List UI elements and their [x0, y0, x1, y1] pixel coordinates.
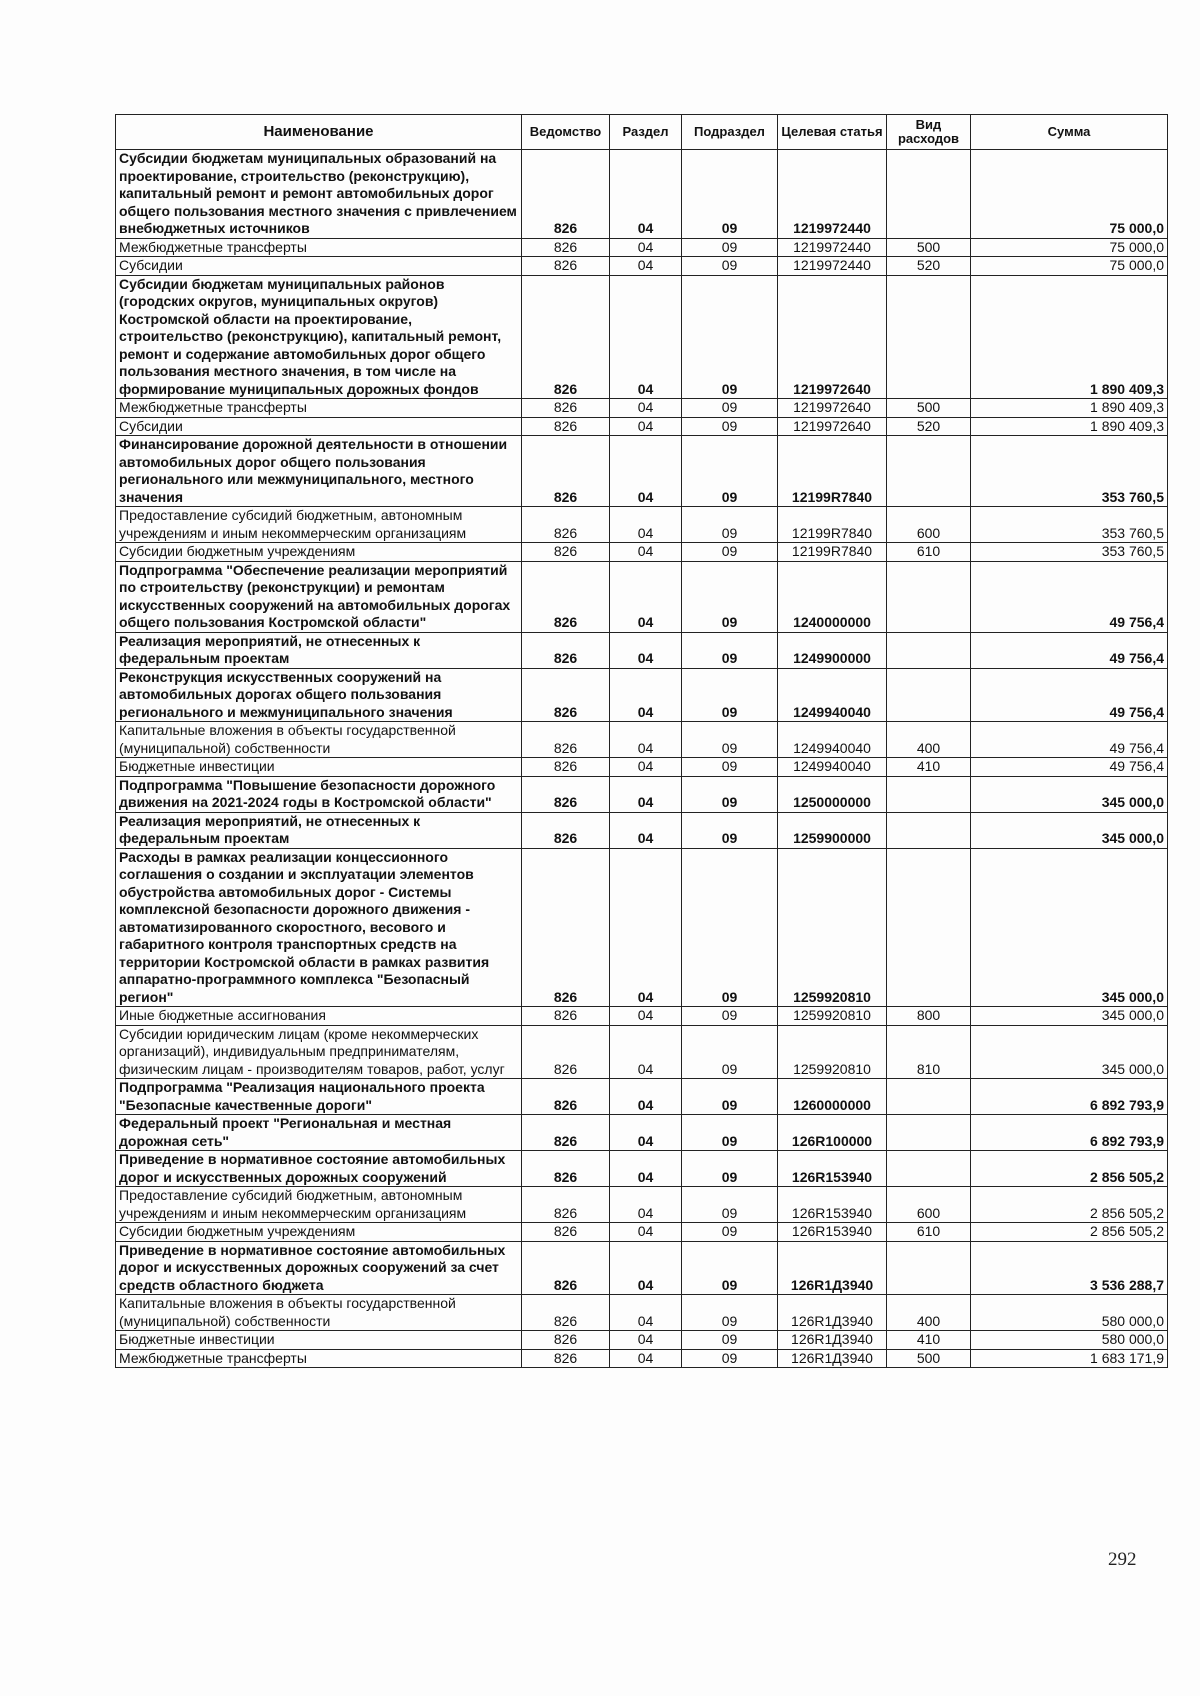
cell-sum: 1 890 409,3 — [971, 399, 1168, 418]
cell-section: 04 — [610, 812, 682, 848]
table-row — [116, 275, 1168, 399]
cell-department: 826 — [522, 812, 610, 848]
cell-department: 826 — [522, 238, 610, 257]
table-row — [116, 238, 1168, 257]
cell-department: 826 — [522, 543, 610, 562]
cell-target-article: 1240000000 — [778, 561, 887, 632]
cell-department: 826 — [522, 275, 610, 399]
cell-department: 826 — [522, 1025, 610, 1079]
cell-name: Реализация мероприятий, не отнесенных к федеральным проектам — [116, 632, 522, 668]
cell-target-article: 1219972440 — [778, 238, 887, 257]
cell-sum: 49 756,4 — [971, 668, 1168, 722]
cell-sum: 345 000,0 — [971, 1007, 1168, 1026]
cell-expense-type — [887, 561, 971, 632]
cell-target-article: 12199R7840 — [778, 543, 887, 562]
cell-department: 826 — [522, 417, 610, 436]
table-row — [116, 1151, 1168, 1187]
cell-target-article: 1249900000 — [778, 632, 887, 668]
cell-name: Приведение в нормативное состояние автомобильных дорог и искусственных дорожных сооружений — [116, 1151, 522, 1187]
cell-expense-type — [887, 1115, 971, 1151]
cell-name: Межбюджетные трансферты — [116, 1349, 522, 1368]
cell-section: 04 — [610, 758, 682, 777]
table-header-row — [116, 115, 1168, 150]
cell-subsection: 09 — [682, 758, 778, 777]
cell-expense-type: 500 — [887, 238, 971, 257]
cell-subsection: 09 — [682, 1295, 778, 1331]
cell-target-article: 12199R7840 — [778, 507, 887, 543]
cell-section: 04 — [610, 1295, 682, 1331]
table-row — [116, 1079, 1168, 1115]
cell-subsection: 09 — [682, 776, 778, 812]
table-row — [116, 507, 1168, 543]
cell-expense-type: 500 — [887, 1349, 971, 1368]
cell-section: 04 — [610, 275, 682, 399]
table-row — [116, 150, 1168, 239]
cell-subsection: 09 — [682, 1151, 778, 1187]
cell-target-article: 1259900000 — [778, 812, 887, 848]
cell-name: Предоставление субсидий бюджетным, автономным учреждениям и иным некоммерческим организациям — [116, 507, 522, 543]
table-row — [116, 1187, 1168, 1223]
cell-name: Капитальные вложения в объекты государственной (муниципальной) собственности — [116, 1295, 522, 1331]
cell-target-article: 1250000000 — [778, 776, 887, 812]
cell-target-article: 126R1Д3940 — [778, 1331, 887, 1350]
cell-expense-type: 600 — [887, 507, 971, 543]
cell-sum: 345 000,0 — [971, 1025, 1168, 1079]
cell-name: Федеральный проект "Региональная и местная дорожная сеть" — [116, 1115, 522, 1151]
table-row — [116, 722, 1168, 758]
cell-name: Бюджетные инвестиции — [116, 758, 522, 777]
cell-name: Реконструкция искусственных сооружений на автомобильных дорогах общего пользования регионального и межмуниципального значения — [116, 668, 522, 722]
cell-name: Подпрограмма "Реализация национального проекта "Безопасные качественные дороги" — [116, 1079, 522, 1115]
cell-department: 826 — [522, 507, 610, 543]
cell-subsection: 09 — [682, 417, 778, 436]
cell-department: 826 — [522, 1241, 610, 1295]
budget-table — [115, 114, 1168, 1368]
cell-expense-type: 810 — [887, 1025, 971, 1079]
cell-department: 826 — [522, 668, 610, 722]
column-header-target-article: Целевая статья — [778, 115, 887, 150]
cell-sum: 75 000,0 — [971, 257, 1168, 276]
cell-department: 826 — [522, 1187, 610, 1223]
cell-target-article: 1219972440 — [778, 257, 887, 276]
cell-sum: 2 856 505,2 — [971, 1223, 1168, 1242]
cell-sum: 1 683 171,9 — [971, 1349, 1168, 1368]
table-row — [116, 543, 1168, 562]
cell-name: Иные бюджетные ассигнования — [116, 1007, 522, 1026]
cell-section: 04 — [610, 1151, 682, 1187]
cell-sum: 2 856 505,2 — [971, 1151, 1168, 1187]
cell-target-article: 126R153940 — [778, 1151, 887, 1187]
cell-expense-type: 520 — [887, 257, 971, 276]
cell-section: 04 — [610, 848, 682, 1007]
cell-department: 826 — [522, 848, 610, 1007]
cell-name: Субсидии — [116, 417, 522, 436]
cell-name: Межбюджетные трансферты — [116, 238, 522, 257]
cell-section: 04 — [610, 1241, 682, 1295]
cell-target-article: 1259920810 — [778, 848, 887, 1007]
table-row — [116, 776, 1168, 812]
cell-sum: 2 856 505,2 — [971, 1187, 1168, 1223]
cell-section: 04 — [610, 1079, 682, 1115]
cell-sum: 3 536 288,7 — [971, 1241, 1168, 1295]
cell-subsection: 09 — [682, 543, 778, 562]
table-row — [116, 1007, 1168, 1026]
table-row — [116, 812, 1168, 848]
cell-target-article: 1259920810 — [778, 1007, 887, 1026]
cell-expense-type — [887, 848, 971, 1007]
cell-sum: 49 756,4 — [971, 758, 1168, 777]
cell-department: 826 — [522, 1223, 610, 1242]
cell-section: 04 — [610, 417, 682, 436]
cell-name: Бюджетные инвестиции — [116, 1331, 522, 1350]
cell-expense-type — [887, 668, 971, 722]
cell-section: 04 — [610, 399, 682, 418]
cell-department: 826 — [522, 399, 610, 418]
cell-expense-type — [887, 150, 971, 239]
cell-subsection: 09 — [682, 1241, 778, 1295]
cell-expense-type — [887, 1241, 971, 1295]
column-header-section: Раздел — [610, 115, 682, 150]
cell-department: 826 — [522, 1079, 610, 1115]
cell-subsection: 09 — [682, 1025, 778, 1079]
cell-expense-type — [887, 436, 971, 507]
cell-sum: 345 000,0 — [971, 848, 1168, 1007]
cell-subsection: 09 — [682, 238, 778, 257]
cell-subsection: 09 — [682, 399, 778, 418]
cell-target-article: 126R153940 — [778, 1187, 887, 1223]
table-row — [116, 1025, 1168, 1079]
cell-expense-type: 400 — [887, 1295, 971, 1331]
table-row — [116, 668, 1168, 722]
cell-section: 04 — [610, 1187, 682, 1223]
column-header-subsection: Подраздел — [682, 115, 778, 150]
table-row — [116, 1295, 1168, 1331]
column-header-expense-type: Вид расходов — [887, 115, 971, 150]
table-row — [116, 758, 1168, 777]
cell-department: 826 — [522, 1331, 610, 1350]
cell-department: 826 — [522, 1115, 610, 1151]
cell-expense-type: 500 — [887, 399, 971, 418]
cell-name: Субсидии бюджетным учреждениям — [116, 1223, 522, 1242]
cell-sum: 75 000,0 — [971, 238, 1168, 257]
table-row — [116, 1241, 1168, 1295]
cell-expense-type — [887, 275, 971, 399]
column-header-name: Наименование — [116, 115, 522, 150]
cell-target-article: 126R153940 — [778, 1223, 887, 1242]
cell-sum: 580 000,0 — [971, 1295, 1168, 1331]
cell-expense-type: 400 — [887, 722, 971, 758]
cell-department: 826 — [522, 1295, 610, 1331]
cell-sum: 75 000,0 — [971, 150, 1168, 239]
cell-expense-type: 410 — [887, 758, 971, 777]
cell-name: Реализация мероприятий, не отнесенных к федеральным проектам — [116, 812, 522, 848]
cell-department: 826 — [522, 1349, 610, 1368]
cell-name: Субсидии бюджетным учреждениям — [116, 543, 522, 562]
cell-expense-type: 520 — [887, 417, 971, 436]
cell-subsection: 09 — [682, 150, 778, 239]
cell-name: Предоставление субсидий бюджетным, автономным учреждениям и иным некоммерческим организациям — [116, 1187, 522, 1223]
cell-sum: 353 760,5 — [971, 543, 1168, 562]
cell-name: Подпрограмма "Обеспечение реализации мероприятий по строительству (реконструкции) и ремонтам искусственных сооружений на автомобильных дорогах общего пользования Костромской области" — [116, 561, 522, 632]
cell-name: Капитальные вложения в объекты государственной (муниципальной) собственности — [116, 722, 522, 758]
cell-section: 04 — [610, 257, 682, 276]
cell-sum: 6 892 793,9 — [971, 1079, 1168, 1115]
cell-sum: 49 756,4 — [971, 632, 1168, 668]
cell-name: Субсидии бюджетам муниципальных районов (городских округов, муниципальных округов) Костромской области на проектирование, строительство (реконструкцию), капитальный ремонт, ремонт и содержание автомобильных дорог общего пользования местного значения, в том числе на формирование муниципальных дорожных фондов — [116, 275, 522, 399]
cell-department: 826 — [522, 632, 610, 668]
cell-subsection: 09 — [682, 1187, 778, 1223]
cell-sum: 353 760,5 — [971, 507, 1168, 543]
cell-target-article: 126R100000 — [778, 1115, 887, 1151]
cell-name: Подпрограмма "Повышение безопасности дорожного движения на 2021-2024 годы в Костромской области" — [116, 776, 522, 812]
cell-subsection: 09 — [682, 632, 778, 668]
cell-name: Субсидии юридическим лицам (кроме некоммерческих организаций), индивидуальным предпринимателям, физическим лицам - производителям товаров, работ, услуг — [116, 1025, 522, 1079]
page-number: 292 — [1108, 1549, 1137, 1570]
cell-name: Субсидии — [116, 257, 522, 276]
cell-section: 04 — [610, 1007, 682, 1026]
cell-sum: 49 756,4 — [971, 561, 1168, 632]
cell-section: 04 — [610, 1115, 682, 1151]
cell-department: 826 — [522, 257, 610, 276]
cell-sum: 345 000,0 — [971, 812, 1168, 848]
cell-target-article: 1219972640 — [778, 275, 887, 399]
cell-subsection: 09 — [682, 275, 778, 399]
cell-department: 826 — [522, 776, 610, 812]
cell-expense-type — [887, 812, 971, 848]
cell-sum: 580 000,0 — [971, 1331, 1168, 1350]
cell-section: 04 — [610, 1025, 682, 1079]
cell-section: 04 — [610, 543, 682, 562]
cell-target-article: 1219972640 — [778, 417, 887, 436]
cell-subsection: 09 — [682, 561, 778, 632]
cell-subsection: 09 — [682, 1007, 778, 1026]
cell-target-article: 1260000000 — [778, 1079, 887, 1115]
column-header-sum: Сумма — [971, 115, 1168, 150]
cell-expense-type — [887, 1079, 971, 1115]
table-row — [116, 1349, 1168, 1368]
cell-sum: 49 756,4 — [971, 722, 1168, 758]
cell-subsection: 09 — [682, 257, 778, 276]
cell-sum: 6 892 793,9 — [971, 1115, 1168, 1151]
table-row — [116, 399, 1168, 418]
cell-name: Субсидии бюджетам муниципальных образований на проектирование, строительство (реконструкцию), капитальный ремонт и ремонт автомобильных дорог общего пользования местного значения с привлечением внебюджетных источников — [116, 150, 522, 239]
cell-subsection: 09 — [682, 1079, 778, 1115]
cell-subsection: 09 — [682, 1349, 778, 1368]
cell-department: 826 — [522, 1151, 610, 1187]
cell-subsection: 09 — [682, 722, 778, 758]
table-row — [116, 1223, 1168, 1242]
cell-department: 826 — [522, 150, 610, 239]
cell-expense-type: 610 — [887, 1223, 971, 1242]
table-row — [116, 1115, 1168, 1151]
cell-department: 826 — [522, 436, 610, 507]
cell-subsection: 09 — [682, 812, 778, 848]
cell-section: 04 — [610, 436, 682, 507]
cell-expense-type — [887, 632, 971, 668]
cell-name: Финансирование дорожной деятельности в отношении автомобильных дорог общего пользования регионального или межмуниципального, местного значения — [116, 436, 522, 507]
cell-section: 04 — [610, 668, 682, 722]
cell-target-article: 12199R7840 — [778, 436, 887, 507]
cell-subsection: 09 — [682, 507, 778, 543]
cell-sum: 345 000,0 — [971, 776, 1168, 812]
cell-department: 826 — [522, 1007, 610, 1026]
cell-target-article: 126R1Д3940 — [778, 1241, 887, 1295]
cell-expense-type: 410 — [887, 1331, 971, 1350]
cell-target-article: 1249940040 — [778, 668, 887, 722]
cell-section: 04 — [610, 1223, 682, 1242]
cell-subsection: 09 — [682, 848, 778, 1007]
cell-department: 826 — [522, 561, 610, 632]
cell-section: 04 — [610, 1331, 682, 1350]
table-row — [116, 848, 1168, 1007]
cell-section: 04 — [610, 1349, 682, 1368]
cell-section: 04 — [610, 632, 682, 668]
cell-expense-type — [887, 1151, 971, 1187]
cell-department: 826 — [522, 758, 610, 777]
cell-expense-type: 600 — [887, 1187, 971, 1223]
cell-expense-type — [887, 776, 971, 812]
cell-section: 04 — [610, 561, 682, 632]
cell-name: Межбюджетные трансферты — [116, 399, 522, 418]
cell-subsection: 09 — [682, 1331, 778, 1350]
cell-sum: 1 890 409,3 — [971, 417, 1168, 436]
cell-section: 04 — [610, 507, 682, 543]
cell-target-article: 1249940040 — [778, 758, 887, 777]
cell-name: Приведение в нормативное состояние автомобильных дорог и искусственных дорожных сооружений за счет средств областного бюджета — [116, 1241, 522, 1295]
table-row — [116, 257, 1168, 276]
cell-target-article: 126R1Д3940 — [778, 1295, 887, 1331]
cell-target-article: 126R1Д3940 — [778, 1349, 887, 1368]
cell-expense-type: 610 — [887, 543, 971, 562]
column-header-department: Ведомство — [522, 115, 610, 150]
cell-subsection: 09 — [682, 668, 778, 722]
cell-target-article: 1259920810 — [778, 1025, 887, 1079]
cell-expense-type: 800 — [887, 1007, 971, 1026]
cell-section: 04 — [610, 776, 682, 812]
table-row — [116, 436, 1168, 507]
table-row — [116, 561, 1168, 632]
cell-section: 04 — [610, 238, 682, 257]
cell-subsection: 09 — [682, 1115, 778, 1151]
table-row — [116, 1331, 1168, 1350]
cell-target-article: 1219972640 — [778, 399, 887, 418]
table-row — [116, 632, 1168, 668]
cell-subsection: 09 — [682, 1223, 778, 1242]
cell-section: 04 — [610, 722, 682, 758]
table-row — [116, 417, 1168, 436]
cell-name: Расходы в рамках реализации концессионного соглашения о создании и эксплуатации элементов обустройства автомобильных дорог - Системы комплексной безопасности дорожного движения - автоматизированного скоростного, весового и габаритного контроля транспортных средств на территории Костромской области в рамках развития аппаратно-программного комплекса "Безопасный регион" — [116, 848, 522, 1007]
cell-sum: 1 890 409,3 — [971, 275, 1168, 399]
cell-target-article: 1219972440 — [778, 150, 887, 239]
cell-sum: 353 760,5 — [971, 436, 1168, 507]
cell-section: 04 — [610, 150, 682, 239]
cell-target-article: 1249940040 — [778, 722, 887, 758]
cell-subsection: 09 — [682, 436, 778, 507]
cell-department: 826 — [522, 722, 610, 758]
